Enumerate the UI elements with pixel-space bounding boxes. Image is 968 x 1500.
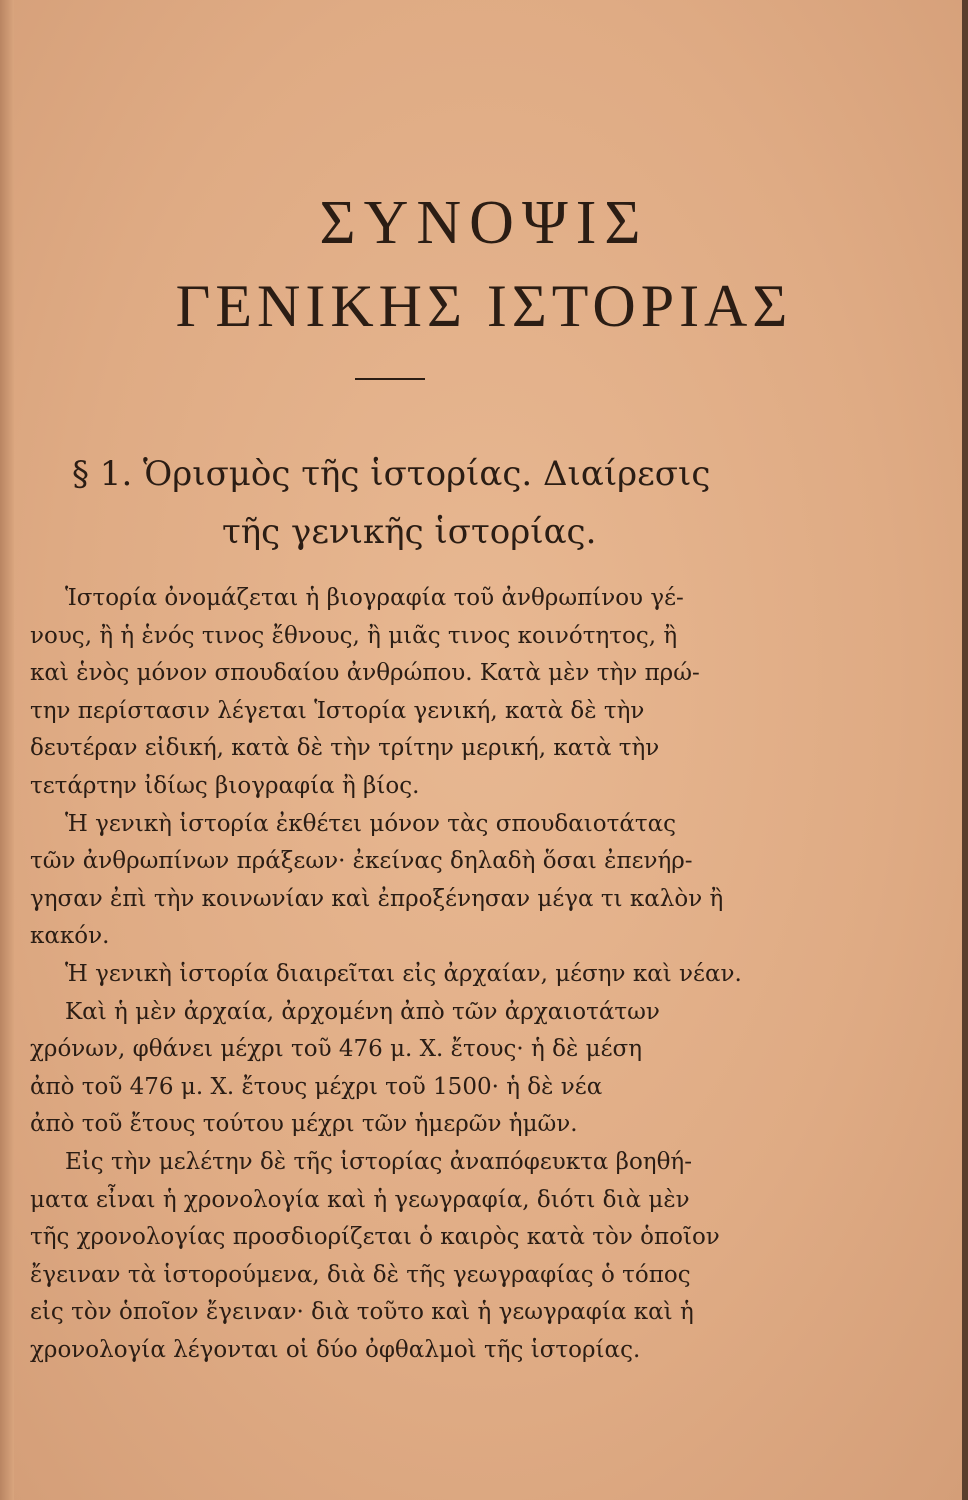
- text-line: χρόνων, φθάνει μέχρι τοῦ 476 μ. Χ. ἔτους· ἡ δὲ μέση: [30, 1036, 642, 1063]
- text-line: τετάρτην ἰδίως βιογραφία ἢ βίος.: [30, 772, 420, 799]
- text-line: καὶ ἑνὸς μόνον σπουδαίου ἀνθρώπου. Κατὰ μὲν τὴν πρώ-: [30, 660, 700, 687]
- text-line: τῶν ἀνθρωπίνων πράξεων· ἐκείνας δηλαδὴ ὅσαι ἐπενήρ-: [30, 848, 693, 875]
- text-line: κακόν.: [30, 923, 110, 950]
- text-line: χρονολογία λέγονται οἱ δύο ὀφθαλμοὶ τῆς ἱστορίας.: [30, 1336, 641, 1363]
- title-divider: [355, 378, 425, 380]
- text-line: Ἡ γενικὴ ἱστορία διαιρεῖται εἰς ἀρχαίαν, μέσην καὶ νέαν.: [65, 960, 742, 987]
- text-line: ἀπὸ τοῦ 476 μ. Χ. ἔτους μέχρι τοῦ 1500· ἡ δὲ νέα: [30, 1073, 603, 1100]
- text-line: ματα εἶναι ἡ χρονολογία καὶ ἡ γεωγραφία, διότι διὰ μὲν: [30, 1186, 690, 1213]
- text-line: γησαν ἐπὶ τὴν κοινωνίαν καὶ ἐπροξένησαν μέγα τι καλὸν ἢ: [30, 885, 724, 912]
- book-subtitle: ΓΕΝΙΚΗΣ ΙΣΤΟΡΙΑΣ: [175, 273, 793, 339]
- text-line: τῆς χρονολογίας προσδιορίζεται ὁ καιρὸς κατὰ τὸν ὁποῖον: [30, 1224, 720, 1251]
- text-line: ἀπὸ τοῦ ἔτους τούτου μέχρι τῶν ἡμερῶν ἡμῶν.: [30, 1111, 578, 1138]
- section-heading-line: τῆς γενικῆς ἱστορίας.: [222, 512, 597, 552]
- text-line: Εἰς τὴν μελέτην δὲ τῆς ἱστορίας ἀναπόφευκτα βοηθή-: [65, 1148, 692, 1175]
- book-title: ΣΥΝΟΨΙΣ: [319, 189, 649, 257]
- text-line: δευτέραν εἰδική, κατὰ δὲ τὴν τρίτην μερική, κατὰ τὴν: [30, 735, 660, 762]
- text-line: εἰς τὸν ὁποῖον ἔγειναν· διὰ τοῦτο καὶ ἡ γεωγραφία καὶ ἡ: [30, 1299, 694, 1326]
- text-line: Ἡ γενικὴ ἱστορία ἐκθέτει μόνον τὰς σπουδαιοτάτας: [65, 810, 677, 837]
- text-line: την περίστασιν λέγεται Ἱστορία γενική, κατὰ δὲ τὴν: [30, 697, 645, 724]
- text-line: ἔγειναν τὰ ἱστορούμενα, διὰ δὲ τῆς γεωγραφίας ὁ τόπος: [30, 1261, 691, 1288]
- text-line: νους, ἢ ἡ ἑνός τινος ἔθνους, ἢ μιᾶς τινος κοινότητος, ἢ: [30, 622, 678, 649]
- text-line: Καὶ ἡ μὲν ἀρχαία, ἀρχομένη ἀπὸ τῶν ἀρχαιοτάτων: [65, 998, 660, 1025]
- section-heading-line: § 1. Ὁρισμὸς τῆς ἱστορίας. Διαίρεσις: [72, 454, 711, 494]
- text-line: Ἱστορία ὀνομάζεται ἡ βιογραφία τοῦ ἀνθρωπίνου γέ-: [65, 585, 684, 611]
- section-heading: [72, 445, 812, 561]
- body-text: [30, 580, 790, 1369]
